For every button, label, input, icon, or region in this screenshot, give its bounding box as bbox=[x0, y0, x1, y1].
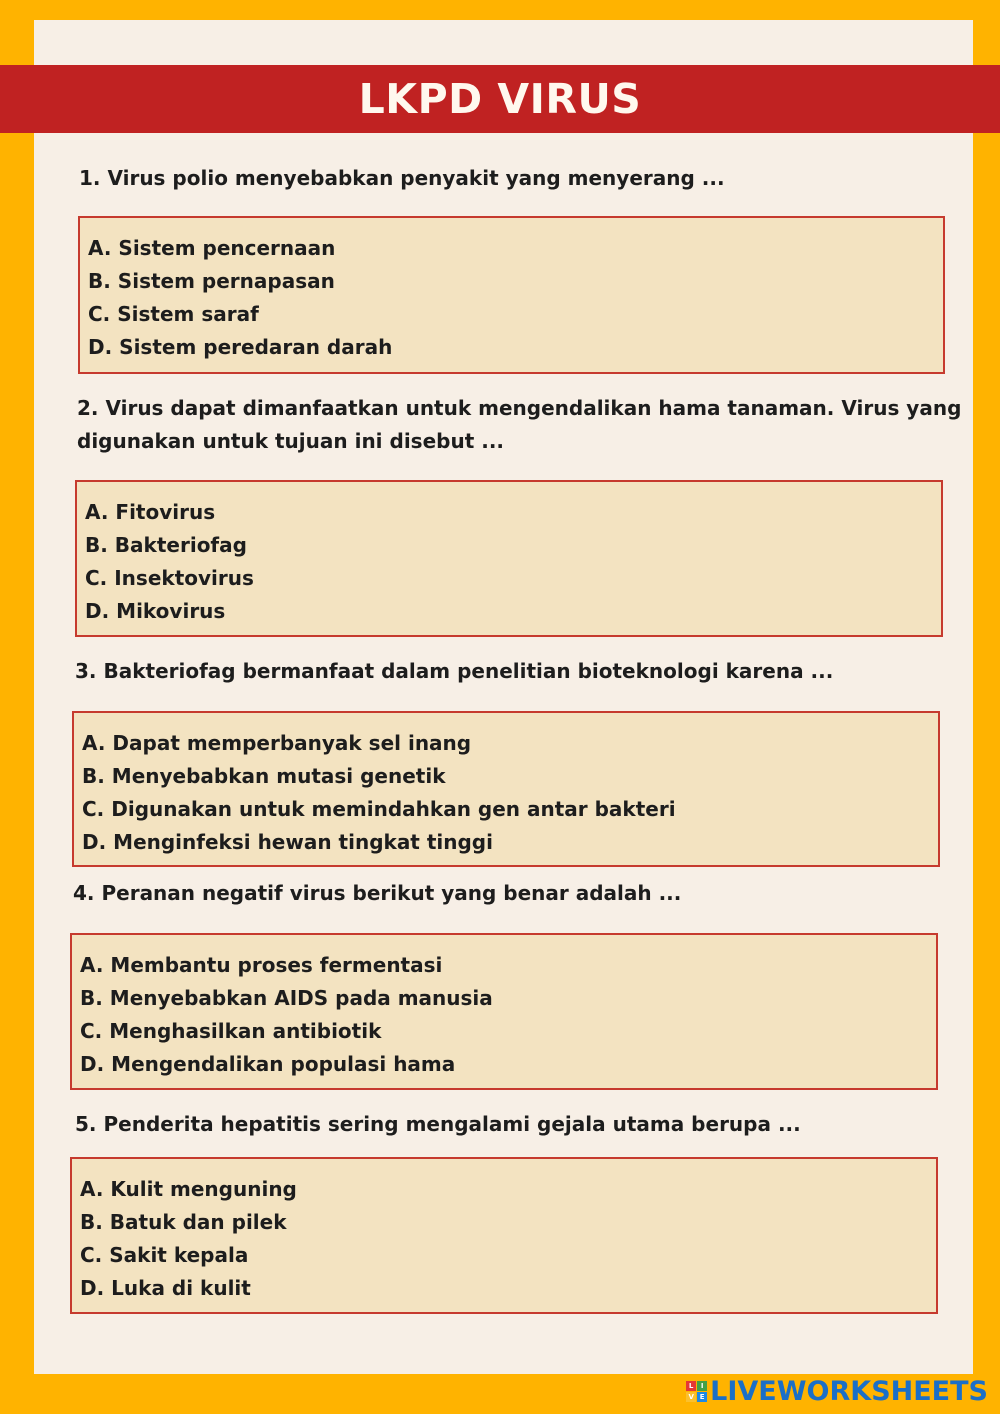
question-2-options bbox=[75, 480, 943, 637]
question-5-option-b[interactable]: B. Batuk dan pilek bbox=[80, 1210, 287, 1234]
question-2-option-b[interactable]: B. Bakteriofag bbox=[85, 533, 247, 557]
question-2-option-c[interactable]: C. Insektovirus bbox=[85, 566, 254, 590]
liveworksheets-logo-icon bbox=[686, 1381, 707, 1402]
question-5-options bbox=[70, 1157, 938, 1314]
liveworksheets-logo[interactable] bbox=[686, 1374, 988, 1408]
question-4-option-d[interactable]: D. Mengendalikan populasi hama bbox=[80, 1052, 456, 1076]
question-2-option-d[interactable]: D. Mikovirus bbox=[85, 599, 226, 623]
question-5-option-a[interactable]: A. Kulit menguning bbox=[80, 1177, 297, 1201]
question-5-option-d[interactable]: D. Luka di kulit bbox=[80, 1276, 251, 1300]
question-1-option-d[interactable]: D. Sistem peredaran darah bbox=[88, 335, 393, 359]
question-2-text-line-1: 2. Virus dapat dimanfaatkan untuk mengendalikan hama tanaman. Virus yang bbox=[77, 396, 962, 420]
question-3-option-c[interactable]: C. Digunakan untuk memindahkan gen antar bakteri bbox=[82, 797, 676, 821]
title-banner bbox=[0, 65, 1000, 133]
question-2-text bbox=[77, 392, 961, 458]
question-4-option-b[interactable]: B. Menyebabkan AIDS pada manusia bbox=[80, 986, 493, 1010]
liveworksheets-logo-text: LIVEWORKSHEETS bbox=[710, 1375, 988, 1407]
question-4-option-c[interactable]: C. Menghasilkan antibiotik bbox=[80, 1019, 382, 1043]
question-1-text: 1. Virus polio menyebabkan penyakit yang menyerang ... bbox=[79, 166, 725, 190]
logo-mark-l: L bbox=[686, 1381, 696, 1391]
question-3-option-b[interactable]: B. Menyebabkan mutasi genetik bbox=[82, 764, 446, 788]
question-5-option-c[interactable]: C. Sakit kepala bbox=[80, 1243, 249, 1267]
question-5-text: 5. Penderita hepatitis sering mengalami gejala utama berupa ... bbox=[75, 1112, 801, 1136]
question-1-options bbox=[78, 216, 945, 374]
page-title: LKPD VIRUS bbox=[358, 75, 642, 123]
question-1-option-a[interactable]: A. Sistem pencernaan bbox=[88, 236, 336, 260]
question-3-option-a[interactable]: A. Dapat memperbanyak sel inang bbox=[82, 731, 472, 755]
question-3-options bbox=[72, 711, 940, 867]
logo-mark-v: V bbox=[686, 1392, 696, 1402]
question-4-text: 4. Peranan negatif virus berikut yang benar adalah ... bbox=[73, 881, 682, 905]
question-3-text: 3. Bakteriofag bermanfaat dalam penelitian bioteknologi karena ... bbox=[75, 659, 834, 683]
question-2-option-a[interactable]: A. Fitovirus bbox=[85, 500, 216, 524]
logo-mark-e: E bbox=[697, 1392, 707, 1402]
question-1-option-c[interactable]: C. Sistem saraf bbox=[88, 302, 259, 326]
question-3-option-d[interactable]: D. Menginfeksi hewan tingkat tinggi bbox=[82, 830, 493, 854]
question-1-option-b[interactable]: B. Sistem pernapasan bbox=[88, 269, 335, 293]
question-2-text-line-2: digunakan untuk tujuan ini disebut ... bbox=[77, 429, 505, 453]
logo-mark-i: I bbox=[697, 1381, 707, 1391]
question-4-option-a[interactable]: A. Membantu proses fermentasi bbox=[80, 953, 443, 977]
question-4-options bbox=[70, 933, 938, 1090]
